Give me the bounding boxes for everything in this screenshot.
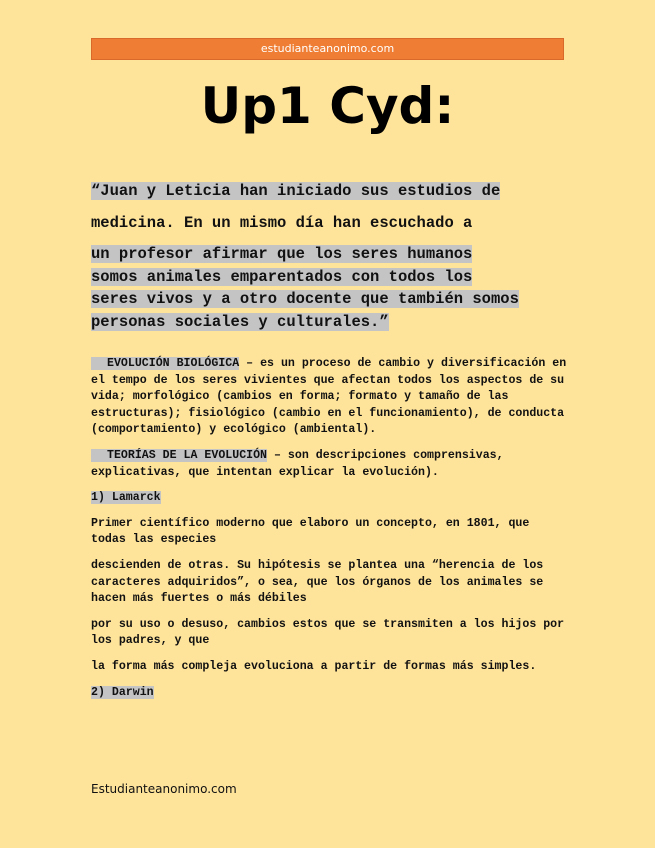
quote-line-1: “Juan y Leticia han iniciado sus estudios de bbox=[91, 182, 501, 200]
quote-line-5: seres vivos y a otro docente que también somos bbox=[91, 290, 519, 309]
footer-site[interactable]: Estudianteanonimo.com bbox=[91, 782, 237, 796]
page-title: Up1 Cyd: bbox=[200, 77, 455, 135]
quote-line-4: somos animales emparentados con todos los bbox=[91, 267, 473, 286]
teorias-heading: TEORÍAS DE LA EVOLUCIÓN bbox=[91, 449, 267, 462]
evolucion-paragraph bbox=[91, 356, 567, 439]
darwin-heading-line bbox=[91, 685, 567, 702]
lamarck-paragraph-2: descienden de otras. Su hipótesis se plantea una “herencia de los caracteres adquiridos”, o sea, que los órganos de los animales se hacen más fuertes o más débiles bbox=[91, 558, 544, 606]
site-banner[interactable] bbox=[91, 38, 564, 60]
evolucion-heading: EVOLUCIÓN BIOLÓGICA bbox=[91, 357, 239, 370]
lamarck-heading: 1) Lamarck bbox=[91, 491, 161, 505]
lamarck-heading-line bbox=[91, 490, 567, 507]
document-body bbox=[91, 356, 567, 710]
teorias-text: – son descripciones comprensivas, explicativas, que intentan explicar la evolución). bbox=[91, 448, 504, 479]
darwin-heading: 2) Darwin bbox=[91, 685, 154, 699]
intro-quote bbox=[91, 180, 571, 334]
quote-line-2: medicina. En un mismo día han escuchado a bbox=[91, 213, 473, 232]
banner-site-text: estudianteanonimo.com bbox=[260, 42, 395, 55]
teorias-paragraph bbox=[91, 448, 567, 481]
lamarck-paragraph-4: la forma más compleja evoluciona a partir de formas más simples. bbox=[91, 659, 537, 673]
evolucion-text: – es un proceso de cambio y diversificación en el tempo de los seres vivientes que afectan todos los aspectos de su vida; morfológico (cambios en forma; formato y tamaño de las estructuras); fisiológico (cambio en el funcionamiento), de conducta (comportamiento) y ecológico (ambiental). bbox=[91, 357, 567, 437]
quote-line-3: un profesor afirmar que los seres humanos bbox=[91, 245, 473, 264]
quote-line-6: personas sociales y culturales.” bbox=[91, 312, 389, 331]
lamarck-paragraph-3: por su uso o desuso, cambios estos que se transmiten a los hijos por los padres, y que bbox=[91, 617, 565, 648]
lamarck-paragraph-1: Primer científico moderno que elaboro un concepto, en 1801, que todas las especies bbox=[91, 516, 530, 547]
